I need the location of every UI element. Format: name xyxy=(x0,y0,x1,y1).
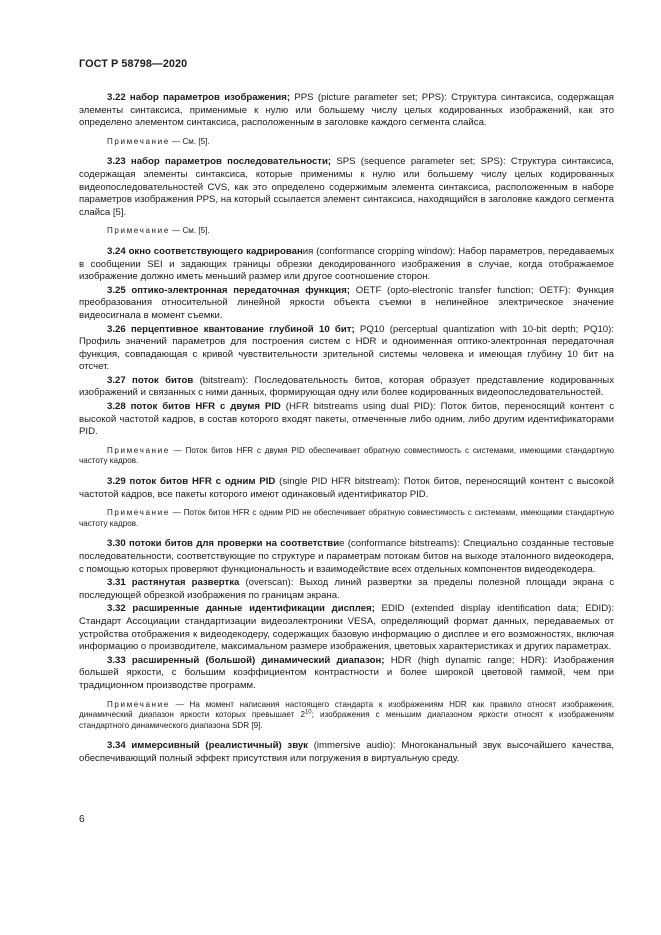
note-text: — Поток битов HFR с двумя PID обеспечивает обратную совместимость с системами, имеющими стандартную частоту кадров. xyxy=(79,445,614,466)
definition-3-30 xyxy=(79,538,614,576)
standard-header: ГОСТ Р 58798—2020 xyxy=(79,58,188,70)
definition-text: EDID (extended display identification data; EDID): Стандарт Ассоциации стандартизации видеоэлектроники VESA, определяющий формат данных, передаваемых от устройства отображения к видеодекодеру, содержащих базовую информацию о дисплее и его возможностях, включая информацию о производителе, максимальном размере изображения, цветовых характеристиках и других параметрах. xyxy=(79,603,614,653)
term: 3.32 расширенные данные идентификации дисплея; xyxy=(107,603,375,615)
note-label: Примечание xyxy=(107,445,170,455)
note-3-28 xyxy=(79,446,614,467)
note-3-33 xyxy=(79,700,614,732)
term: 3.25 оптико-электронная передаточная функция; xyxy=(107,284,350,296)
definition-3-33 xyxy=(79,655,614,693)
note-label: Примечание xyxy=(107,226,170,236)
definition-text: (bitstream): Последовательность битов, которая образует представление кодированных изображений и связанных с ними данных, формирующая одну или более кодированных видеопоследовательностей. xyxy=(79,374,614,399)
term: 3.30 потоки битов для проверки на соответстви xyxy=(107,538,340,550)
definition-3-22 xyxy=(79,92,614,130)
term: 3.31 растянутая развертка xyxy=(107,577,240,589)
term: 3.33 расширенный (большой) динамический диапазон; xyxy=(107,654,385,666)
definition-text: (HFR bitstreams using dual PID): Поток битов, переносящий контент с высокой частотой кадров, в состав которого входят пакеты, отмеченные либо одним, либо другим идентификаторами PID. xyxy=(79,401,614,438)
note-superscript: 10 xyxy=(304,709,312,716)
term: 3.27 поток битов xyxy=(107,374,194,386)
term: 3.28 поток битов HFR с двумя PID xyxy=(107,401,281,413)
definition-text: е (conformance bitstreams): Специально созданные тестовые последовательности, соответствующие по структуре и параметрам потокам битов на выходе эталонного видеокодера, с помощью которых проверяют функциональность и взаимодействие всех отдельных компонентов видеодекодера. xyxy=(79,538,614,575)
note-label: Примечание xyxy=(107,136,170,146)
term: 3.29 поток битов HFR с одним PID xyxy=(107,476,276,488)
definition-text: (single PID HFR bitstream): Поток битов, переносящий контент с высокой частотой кадров, все пакеты которого имеют одинаковый идентификатор PID. xyxy=(79,476,614,500)
definition-3-34 xyxy=(79,740,614,765)
definition-text: SPS (sequence parameter set; SPS): Структура синтаксиса, содержащая элементы синтаксиса, которые применимы к нулю или большему числу целых кодированных видеопоследовательностей CVS, как это определено содержимым элемента синтаксиса, расположенным в наборе параметров изображения PPS, на который ссылается элемент синтаксиса, находящийся в заголовке каждого сегмента слайса [5]. xyxy=(79,156,614,218)
definition-text: OETF (opto-electronic transfer function; OETF): Функция преобразования относительной линейной яркости объекта съемки в нелинейное электрическое значение видеосигнала в момент съемки. xyxy=(79,284,614,321)
document-page xyxy=(79,58,614,766)
note-3-29 xyxy=(79,508,614,529)
note-3-22 xyxy=(79,137,614,148)
definition-3-29 xyxy=(79,476,614,501)
definition-text: HDR (high dynamic range; HDR): Изображения большей яркости, с большим коэффициентом контрастности и более широкой цветовой гаммой, чем при традиционном производстве программ. xyxy=(79,654,614,691)
note-text: — См. [5]. xyxy=(169,226,210,236)
note-3-23 xyxy=(79,226,614,237)
definition-3-23 xyxy=(79,156,614,219)
definition-text: PPS (picture parameter set; PPS): Структура синтаксиса, содержащая элементы синтаксиса, применимые к нулю или большему числу целых кодированных изображений, как это определено элементом синтаксиса, расположенным в заголовке каждого сегмента слайса. xyxy=(79,92,614,129)
definition-3-24 xyxy=(79,246,614,284)
definition-3-31 xyxy=(79,577,614,602)
term: 3.22 набор параметров изображения; xyxy=(107,92,291,103)
definition-3-25 xyxy=(79,285,614,323)
definition-3-28 xyxy=(79,401,614,439)
definition-3-26 xyxy=(79,324,614,374)
definition-text: PQ10 (perceptual quantization with 10-bit depth; PQ10): Профиль значений параметров для построения систем с HDR и одноименная оптико-электронная передаточная функция, совпадающая с кривой чувствительности зрительной системы человека и имеющая глубину 10 бит на отсчет. xyxy=(79,323,614,373)
note-text: ; изображения с меньшим диапазоном яркости относят к изображениям стандартного динамического диапазона SDR [9]. xyxy=(79,710,614,730)
term: 3.23 набор параметров последовательности; xyxy=(107,156,332,168)
term: 3.34 иммерсивный (реалистичный) звук xyxy=(107,740,308,752)
note-text: — На момент написания настоящего стандарта к изображениям HDR как правило относят изображения, динамический диапазон яркости которых превышает 2 xyxy=(79,699,614,720)
definition-3-27 xyxy=(79,375,614,400)
page-number: 6 xyxy=(79,814,85,825)
term: 3.24 окно соответствующего кадрирован xyxy=(107,245,303,257)
definition-3-32 xyxy=(79,603,614,653)
definition-text: ия (conformance cropping window): Набор параметров, передаваемых в сообщении SEI и задающих границы обрезки декодированного изображения в случае, когда отображаемое изображение должно иметь меньший размер или другое соотношение сторон. xyxy=(79,245,614,283)
term: 3.26 перцептивное квантование глубиной 10 бит; xyxy=(107,323,355,335)
note-text: — Поток битов HFR с одним PID не обеспечивает обратную совместимость с системами, имеющими стандартную частоту кадров. xyxy=(79,508,614,528)
note-text: — См. [5]. xyxy=(169,136,210,146)
definition-text: (immersive audio): Многоканальный звук высочайшего качества, обеспечивающий полный эффект присутствия или погружения в виртуальную среду. xyxy=(79,740,615,764)
note-label: Примечание xyxy=(107,508,170,518)
definition-text: (overscan): Выход линий развертки за пределы полезной площади экрана с последующей обрезкой изображения по границам экрана. xyxy=(79,577,614,601)
note-label: Примечание xyxy=(107,699,170,709)
